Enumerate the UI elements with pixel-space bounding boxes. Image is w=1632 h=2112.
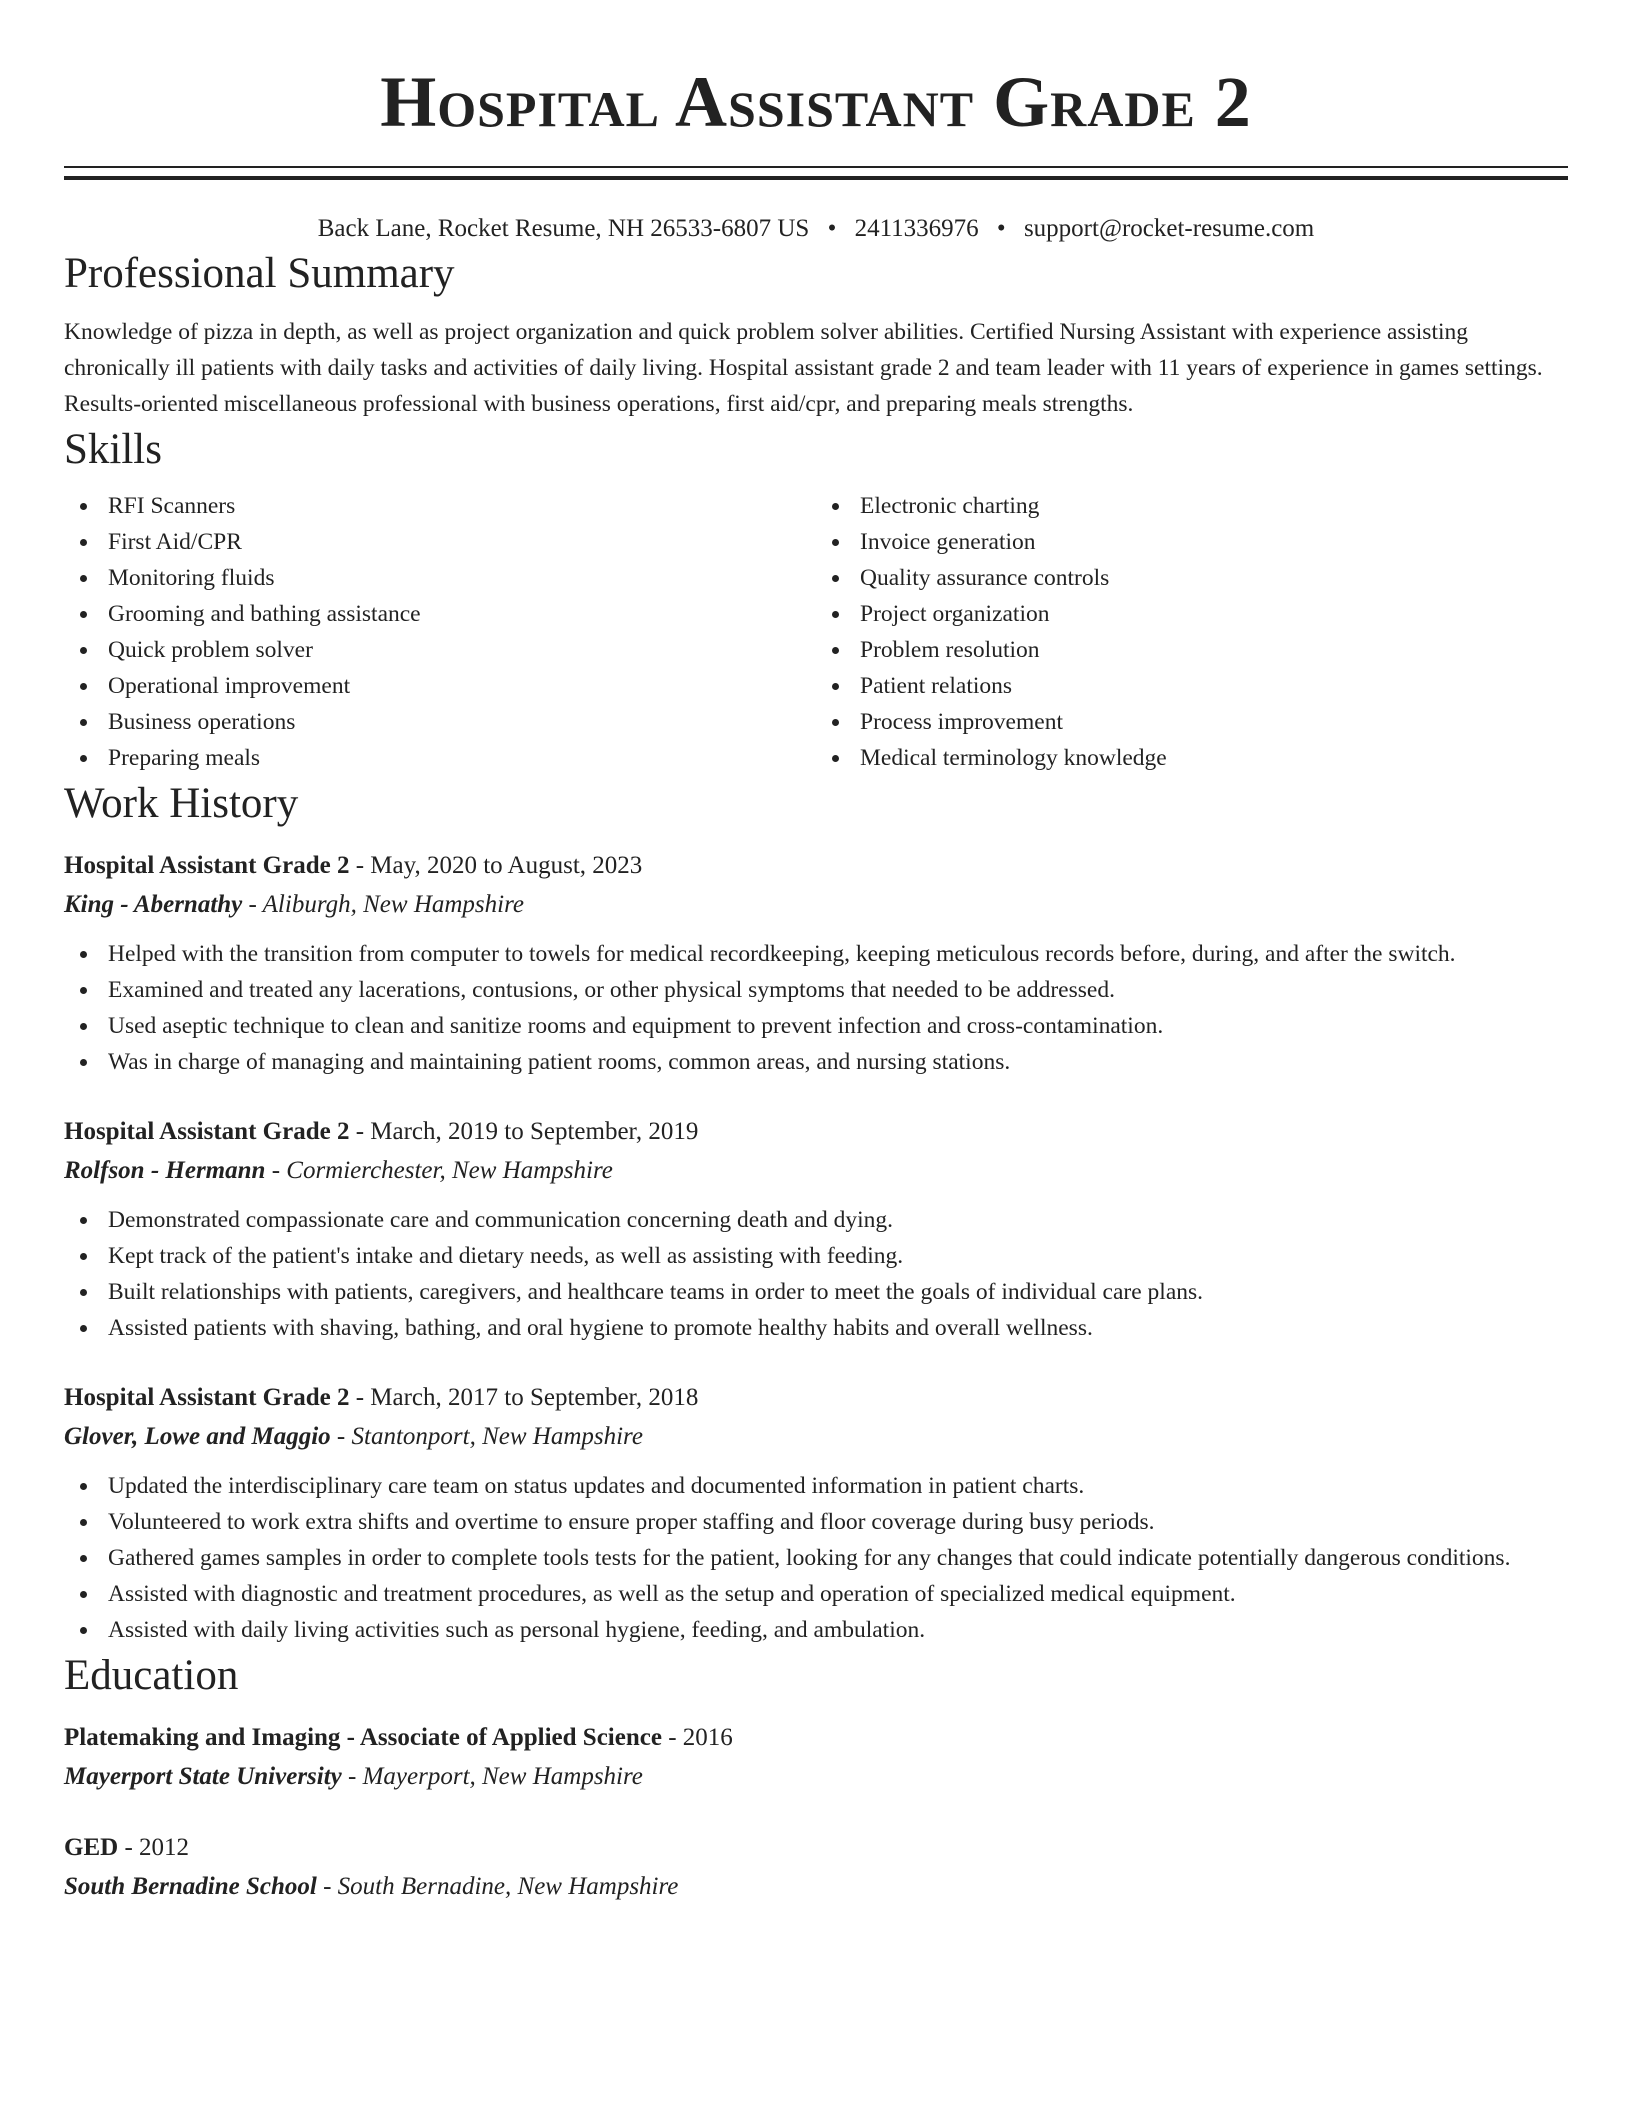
job-duty: Volunteered to work extra shifts and overtime to ensure proper staffing and floor coverage during busy periods. — [64, 1504, 1568, 1540]
contact-email: support@rocket-resume.com — [1023, 215, 1315, 242]
job-title: Hospital Assistant Grade 2 — [64, 852, 350, 879]
education-location: - South Bernadine, New Hampshire — [316, 1873, 679, 1900]
education-degree-line — [64, 1828, 1568, 1868]
job-duties — [64, 936, 1568, 1080]
education-school-line — [64, 1758, 1568, 1796]
contact-separator: • — [827, 215, 837, 242]
skill-item: Quick problem solver — [64, 632, 816, 668]
job-dates: - May, 2020 to August, 2023 — [349, 852, 643, 879]
resume-title: Hospital Assistant Grade 2 — [380, 62, 1252, 142]
job-duty: Was in charge of managing and maintaining patient rooms, common areas, and nursing stations. — [64, 1044, 1568, 1080]
skills-list — [64, 488, 1568, 776]
job-title-line — [64, 1378, 1568, 1418]
job-company: Glover, Lowe and Maggio — [64, 1423, 331, 1450]
summary-text: Knowledge of pizza in depth, as well as project organization and quick problem solver abilities. Certified Nursing Assistant with experience assisting chronically ill patients with daily tasks and activities of daily living. Hospital assistant grade 2 and team leader with 11 years of experience in games settings. Results-oriented miscellaneous professional with business operations, first aid/cpr, and preparing meals strengths. — [64, 319, 1543, 417]
summary-heading: Professional Summary — [64, 250, 455, 297]
skill-item: Quality assurance controls — [816, 560, 1568, 596]
education-year: - 2012 — [118, 1834, 190, 1861]
job-dates: - March, 2017 to September, 2018 — [349, 1384, 699, 1411]
job-duty: Built relationships with patients, caregivers, and healthcare teams in order to meet the goals of individual care plans. — [64, 1274, 1568, 1310]
job-duty: Examined and treated any lacerations, contusions, or other physical symptoms that needed to be addressed. — [64, 972, 1568, 1008]
job-duty: Demonstrated compassionate care and communication concerning death and dying. — [64, 1202, 1568, 1238]
contact-separator: • — [996, 215, 1006, 242]
skill-item: RFI Scanners — [64, 488, 816, 524]
skill-item: Grooming and bathing assistance — [64, 596, 816, 632]
job-duty: Assisted with daily living activities such as personal hygiene, feeding, and ambulation. — [64, 1612, 1568, 1648]
education-year: - 2016 — [661, 1724, 733, 1751]
skill-item: Monitoring fluids — [64, 560, 816, 596]
skill-item: Medical terminology knowledge — [816, 740, 1568, 776]
skills-column-right — [816, 488, 1568, 776]
job-entry — [64, 1378, 1568, 1648]
skill-item: Preparing meals — [64, 740, 816, 776]
skill-item: Problem resolution — [816, 632, 1568, 668]
job-company: Rolfson - Hermann — [64, 1157, 266, 1184]
job-duty: Gathered games samples in order to complete tools tests for the patient, looking for any changes that could indicate potentially dangerous conditions. — [64, 1540, 1568, 1576]
job-title-line — [64, 1112, 1568, 1152]
skills-column-left — [64, 488, 816, 776]
contact-line — [64, 212, 1568, 246]
job-duty: Updated the interdisciplinary care team on status updates and documented information in patient charts. — [64, 1468, 1568, 1504]
education-school-line — [64, 1868, 1568, 1906]
education-heading: Education — [64, 1652, 239, 1699]
job-duty: Assisted patients with shaving, bathing, and oral hygiene to promote healthy habits and overall wellness. — [64, 1310, 1568, 1346]
job-title: Hospital Assistant Grade 2 — [64, 1384, 350, 1411]
job-duty: Kept track of the patient's intake and dietary needs, as well as assisting with feeding. — [64, 1238, 1568, 1274]
skill-item: Electronic charting — [816, 488, 1568, 524]
education-degree: GED — [64, 1834, 119, 1861]
skill-item: Patient relations — [816, 668, 1568, 704]
job-title-line — [64, 846, 1568, 886]
job-entry — [64, 1112, 1568, 1346]
title-double-rule — [64, 166, 1568, 180]
education-degree: Platemaking and Imaging - Associate of Applied Science — [64, 1724, 662, 1751]
skill-item: Project organization — [816, 596, 1568, 632]
skill-item: Business operations — [64, 704, 816, 740]
job-duty: Used aseptic technique to clean and sanitize rooms and equipment to prevent infection and cross-contamination. — [64, 1008, 1568, 1044]
job-company: King - Abernathy — [64, 891, 243, 918]
job-location: - Stantonport, New Hampshire — [330, 1423, 643, 1450]
job-entry — [64, 846, 1568, 1080]
job-title: Hospital Assistant Grade 2 — [64, 1118, 350, 1145]
job-duties — [64, 1202, 1568, 1346]
job-company-line — [64, 886, 1568, 924]
job-dates: - March, 2019 to September, 2019 — [349, 1118, 699, 1145]
skills-heading: Skills — [64, 426, 162, 473]
job-location: - Aliburgh, New Hampshire — [242, 891, 524, 918]
education-degree-line — [64, 1718, 1568, 1758]
skill-item: First Aid/CPR — [64, 524, 816, 560]
skill-item: Invoice generation — [816, 524, 1568, 560]
job-location: - Cormierchester, New Hampshire — [265, 1157, 613, 1184]
skill-item: Process improvement — [816, 704, 1568, 740]
education-school: Mayerport State University — [64, 1763, 342, 1790]
education-location: - Mayerport, New Hampshire — [341, 1763, 643, 1790]
education-entry — [64, 1718, 1568, 1796]
contact-phone: 2411336976 — [854, 215, 979, 242]
education-entry — [64, 1828, 1568, 1906]
job-company-line — [64, 1152, 1568, 1190]
work-history-heading: Work History — [64, 780, 299, 827]
job-duty: Helped with the transition from computer to towels for medical recordkeeping, keeping meticulous records before, during, and after the switch. — [64, 936, 1568, 972]
contact-address: Back Lane, Rocket Resume, NH 26533-6807 US — [317, 215, 810, 242]
education-school: South Bernadine School — [64, 1873, 317, 1900]
skill-item: Operational improvement — [64, 668, 816, 704]
job-duties — [64, 1468, 1568, 1648]
job-duty: Assisted with diagnostic and treatment procedures, as well as the setup and operation of specialized medical equipment. — [64, 1576, 1568, 1612]
job-company-line — [64, 1418, 1568, 1456]
